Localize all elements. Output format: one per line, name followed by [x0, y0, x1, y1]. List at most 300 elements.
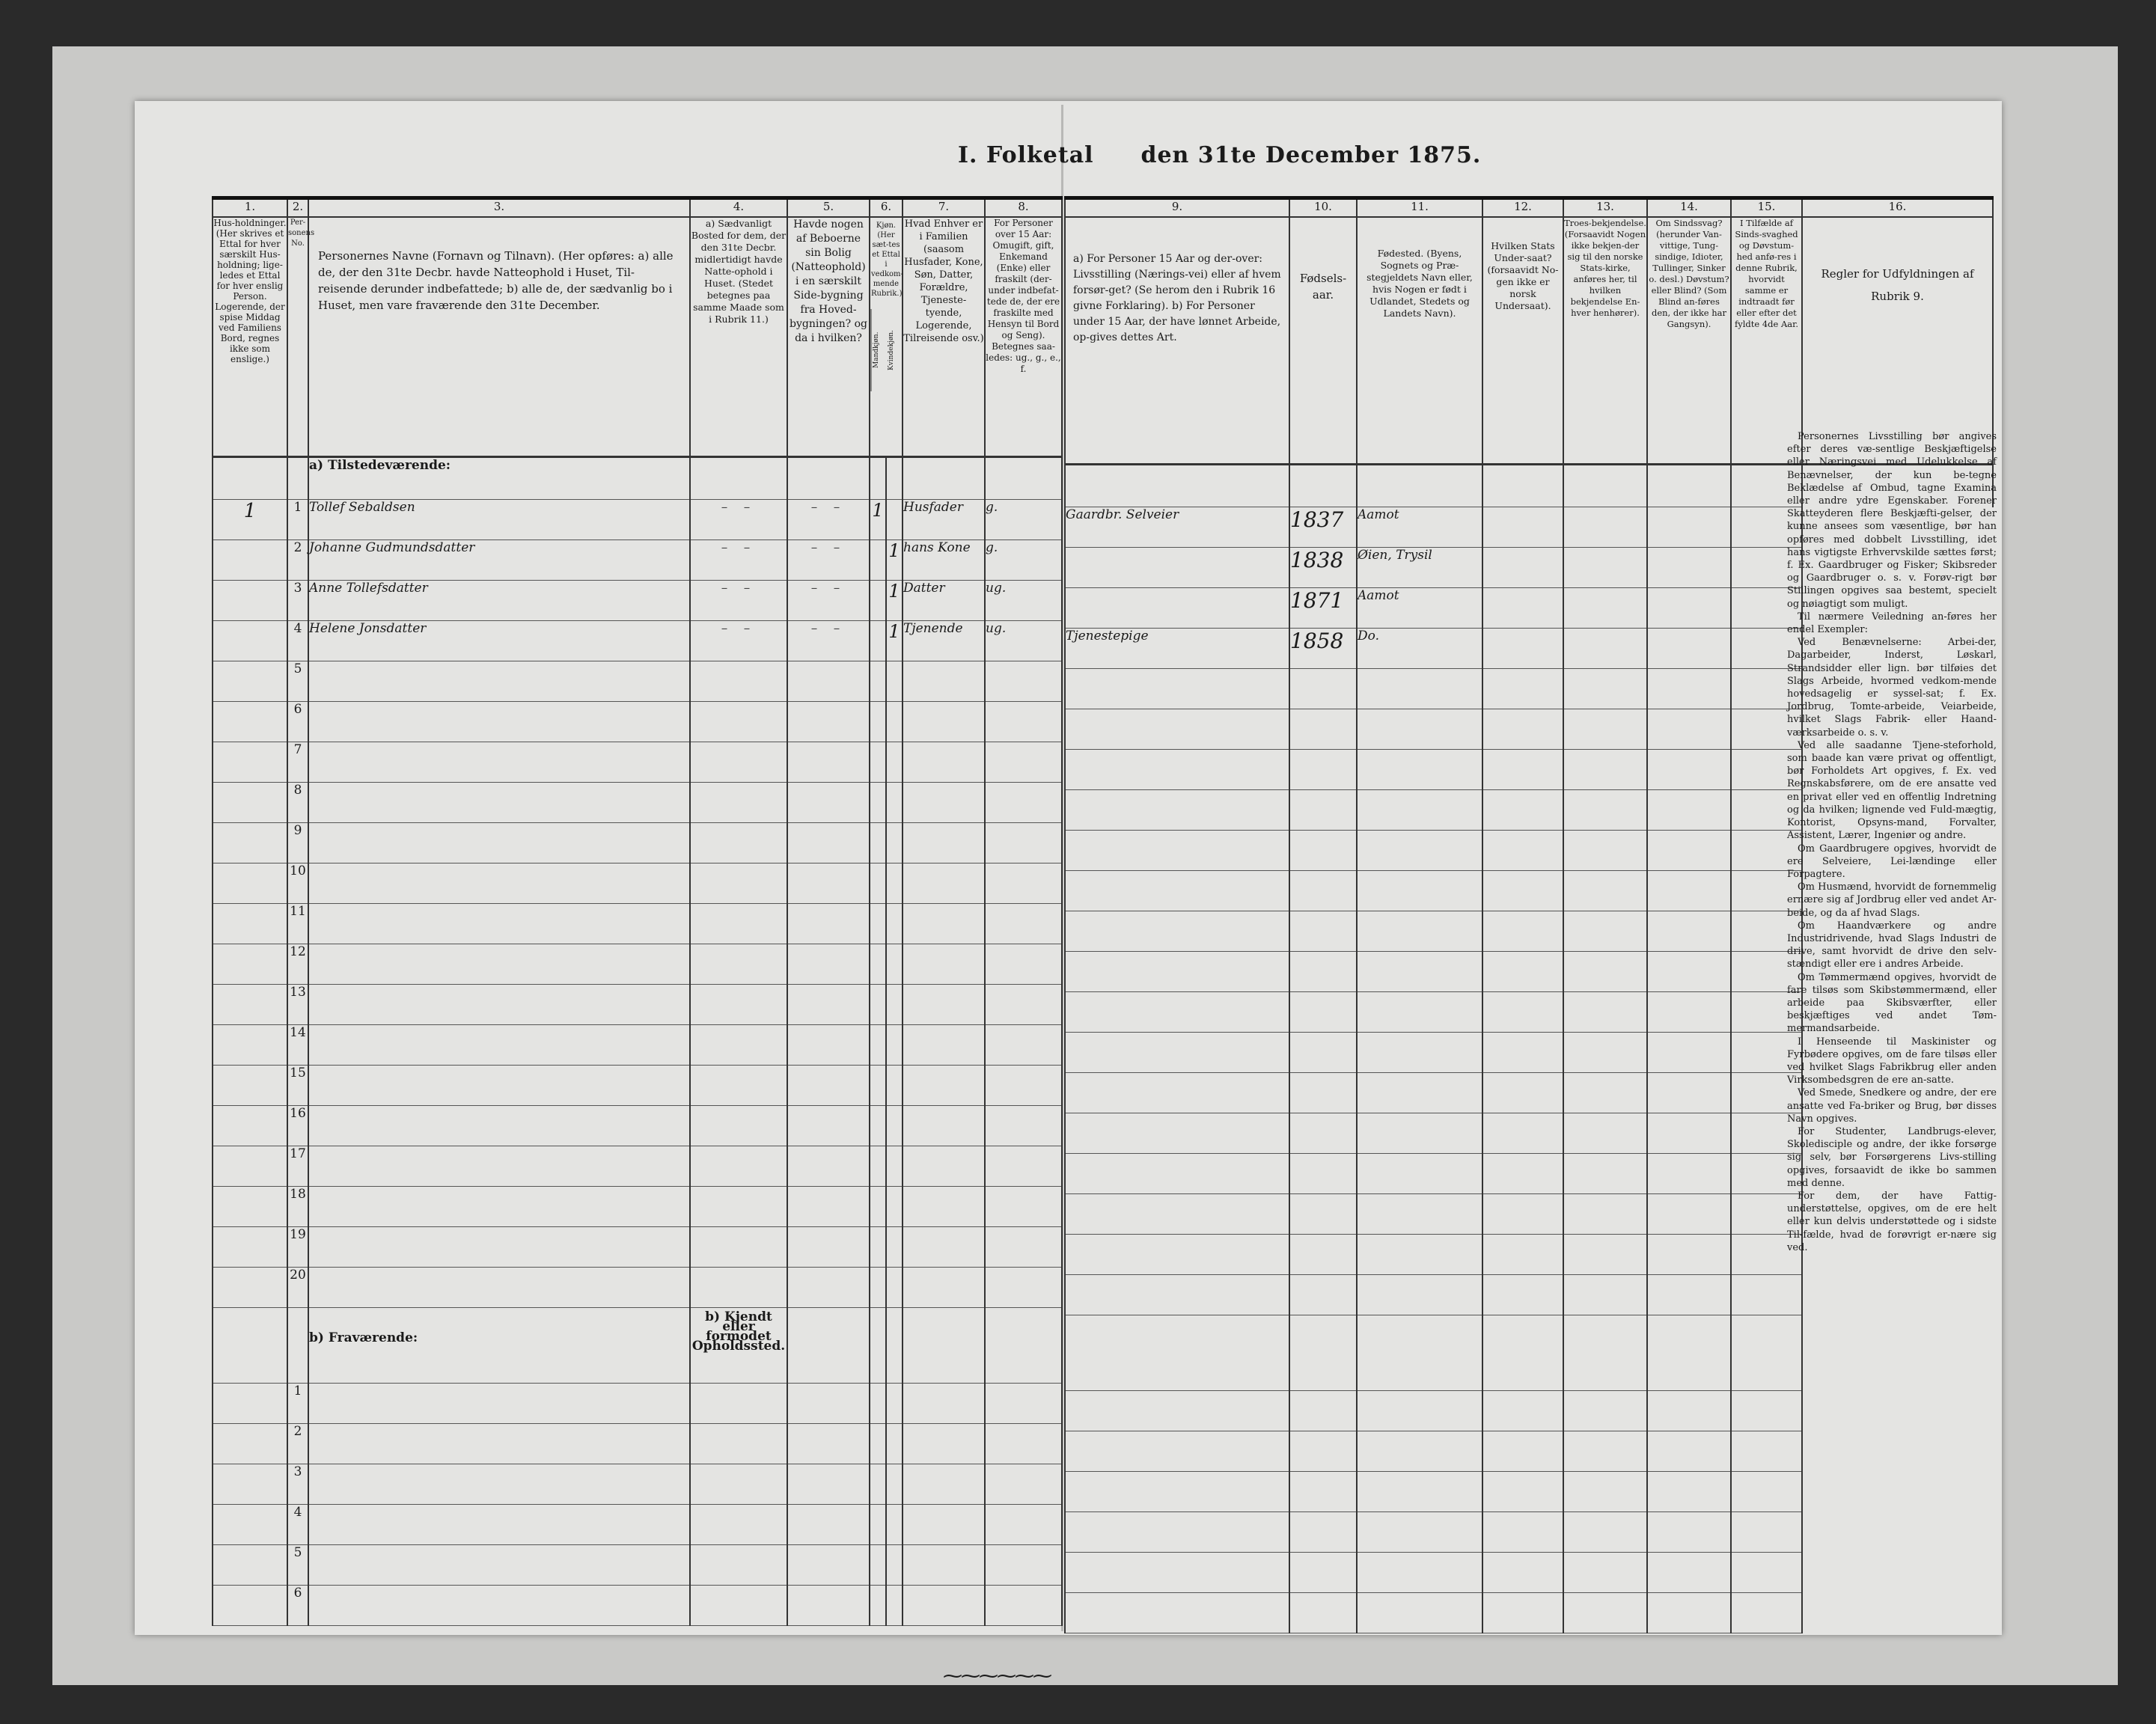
- empty-cell: [1357, 1512, 1482, 1553]
- empty-cell: [308, 1268, 690, 1308]
- empty-cell: [1357, 871, 1482, 911]
- table-row: [213, 1268, 1062, 1308]
- empty-cell: [1065, 952, 1289, 992]
- table-row: [213, 985, 1062, 1025]
- empty-cell: [690, 1424, 787, 1464]
- person-number: 9: [287, 823, 308, 863]
- civil-status: ug.: [985, 621, 1062, 661]
- header-female: Kvindekjøn.: [887, 330, 895, 370]
- household-count: 1: [213, 500, 287, 540]
- empty-cell: [690, 1025, 787, 1066]
- empty-cell: [985, 742, 1062, 783]
- person-number: 2: [287, 1424, 308, 1464]
- birthplace: Do.: [1357, 629, 1482, 669]
- person-name: Johanne Gudmundsdatter: [308, 540, 690, 581]
- empty-cell: [1482, 1593, 1563, 1633]
- empty-cell: [985, 1106, 1062, 1146]
- empty-cell: [787, 702, 870, 742]
- family-role: hans Kone: [903, 540, 985, 581]
- empty-cell: [1065, 1073, 1289, 1113]
- empty-cell: [1563, 1472, 1647, 1512]
- page-title: [958, 142, 1481, 168]
- empty-cell: [1731, 1472, 1802, 1512]
- empty-cell: [1563, 588, 1647, 629]
- instruction-paragraph: I Henseende til Maskinister og Fyrbødere opgives, om de fare tilsøs eller ved hvilket Slags Fabrikbrug eller anden Virksombedsgren de ere an-satte.: [1787, 1036, 1997, 1086]
- instruction-paragraph: For Studenter, Landbrugs-elever, Skoledisciple og andre, der ikke forsørge sig selv, bør Forsørgerens Livs-stilling opgives, forsaavidt de ikke bo sammen med denne.: [1787, 1125, 1997, 1189]
- empty-cell: [1065, 790, 1289, 831]
- empty-cell: [690, 863, 787, 904]
- table-row: [213, 621, 1062, 661]
- person-name: Tollef Sebaldsen: [308, 500, 690, 540]
- empty-cell: [886, 944, 903, 985]
- empty-cell: [213, 1268, 287, 1308]
- table-row: [213, 1066, 1062, 1106]
- empty-cell: [1357, 1391, 1482, 1431]
- empty-cell: [870, 823, 886, 863]
- occupation: Tjenestepige: [1065, 629, 1289, 669]
- empty-cell: [1065, 1472, 1289, 1512]
- header-family-role: Hvad Enhver er i Familien (saasom Husfader, Kone, Søn, Datter, Forældre, Tjeneste-tyende, Logerende, Tilreisende osv.): [903, 217, 985, 457]
- empty-cell: [886, 1505, 903, 1545]
- empty-cell: [886, 985, 903, 1025]
- empty-cell: [787, 1187, 870, 1227]
- empty-cell: [903, 1586, 985, 1626]
- empty-cell: [1482, 1275, 1563, 1315]
- header-usual-residence: a) Sædvanligt Bosted for dem, der den 31te Decbr. midlertidigt havde Natte-ophold i Huset. (Stedet betegnes paa samme Maade som i Rubrik 11.): [690, 217, 787, 457]
- empty-cell: [308, 904, 690, 944]
- table-row: [1065, 1391, 1993, 1431]
- empty-cell: [1289, 1391, 1357, 1431]
- empty-cell: [1289, 992, 1357, 1033]
- empty-cell: [985, 863, 1062, 904]
- col-number-1: 1.: [213, 198, 287, 218]
- empty-cell: [1065, 871, 1289, 911]
- empty-cell: [985, 1424, 1062, 1464]
- empty-cell: [308, 1464, 690, 1505]
- person-number: 7: [287, 742, 308, 783]
- empty-cell: [213, 1545, 287, 1586]
- empty-cell: [213, 985, 287, 1025]
- empty-cell: [903, 1146, 985, 1187]
- header-religion: Troes-bekjendelse. (Forsaavidt Nogen ikke bekjen-der sig til den norske Stats-kirke, anføres her, til hvilken bekjendelse En-hver henhører).: [1563, 217, 1647, 465]
- empty-cell: [1647, 1073, 1731, 1113]
- empty-cell: [1731, 1593, 1802, 1633]
- empty-cell: [1647, 1113, 1731, 1154]
- empty-cell: [985, 944, 1062, 985]
- col-number-12: 12.: [1482, 198, 1563, 218]
- empty-cell: [886, 1545, 903, 1586]
- empty-cell: [1065, 669, 1289, 709]
- empty-cell: [1482, 831, 1563, 871]
- empty-cell: [787, 1025, 870, 1066]
- person-number: 3: [287, 581, 308, 621]
- empty-cell: [1563, 1194, 1647, 1235]
- empty-cell: [985, 1464, 1062, 1505]
- empty-cell: [1647, 1194, 1731, 1235]
- empty-cell: [308, 985, 690, 1025]
- person-number: 6: [287, 702, 308, 742]
- header-onset: I Tilfælde af Sinds-svaghed og Døvstum-hed anfø-res i denne Rubrik, hvorvidt samme er indtraadt før eller efter det fyldte 4de Aar.: [1731, 217, 1802, 465]
- empty-cell: [308, 1025, 690, 1066]
- side-building: – –: [787, 500, 870, 540]
- empty-cell: [1647, 750, 1731, 790]
- empty-cell: [213, 1464, 287, 1505]
- empty-cell: [985, 823, 1062, 863]
- empty-cell: [213, 1106, 287, 1146]
- col-number-11: 11.: [1357, 198, 1482, 218]
- empty-cell: [870, 1106, 886, 1146]
- empty-cell: [985, 783, 1062, 823]
- empty-cell: [886, 1106, 903, 1146]
- empty-cell: [1357, 1113, 1482, 1154]
- empty-cell: [1357, 1194, 1482, 1235]
- empty-cell: [886, 823, 903, 863]
- table-row: [213, 904, 1062, 944]
- empty-cell: [1482, 709, 1563, 750]
- instruction-paragraph: Om Gaardbrugere opgives, hvorvidt de ere Selveiere, Lei-lændinge eller Forpagtere.: [1787, 843, 1997, 880]
- empty-cell: [1482, 952, 1563, 992]
- empty-cell: [1563, 1391, 1647, 1431]
- table-row: [213, 1545, 1062, 1586]
- empty-cell: [1357, 1073, 1482, 1113]
- empty-cell: [1647, 831, 1731, 871]
- empty-cell: [1357, 831, 1482, 871]
- empty-cell: [1563, 1512, 1647, 1553]
- person-number: 13: [287, 985, 308, 1025]
- empty-cell: [1065, 1194, 1289, 1235]
- empty-cell: [1065, 1553, 1289, 1593]
- empty-cell: [1289, 1593, 1357, 1633]
- col-number-7: 7.: [903, 198, 985, 218]
- empty-cell: [1647, 1431, 1731, 1472]
- empty-cell: [308, 1384, 690, 1424]
- empty-cell: [787, 1227, 870, 1268]
- empty-cell: [985, 1505, 1062, 1545]
- empty-cell: [1289, 750, 1357, 790]
- empty-cell: [1357, 1154, 1482, 1194]
- header-person-no: Per-sonens No.: [287, 217, 308, 457]
- empty-cell: [985, 1025, 1062, 1066]
- empty-cell: [1647, 669, 1731, 709]
- person-number: 19: [287, 1227, 308, 1268]
- birth-year: 1837: [1289, 507, 1357, 548]
- family-role: Husfader: [903, 500, 985, 540]
- empty-cell: [1563, 1275, 1647, 1315]
- empty-cell: [213, 823, 287, 863]
- empty-cell: [903, 1268, 985, 1308]
- empty-cell: [1563, 1113, 1647, 1154]
- empty-cell: [213, 702, 287, 742]
- empty-cell: [870, 661, 886, 702]
- birthplace: Aamot: [1357, 507, 1482, 548]
- empty-cell: [886, 1227, 903, 1268]
- empty-cell: [886, 1464, 903, 1505]
- col-number-10: 10.: [1289, 198, 1357, 218]
- empty-cell: [1482, 1073, 1563, 1113]
- table-row: [213, 1187, 1062, 1227]
- empty-cell: [690, 1464, 787, 1505]
- empty-cell: [985, 1545, 1062, 1586]
- usual-residence: – –: [690, 540, 787, 581]
- empty-cell: [870, 1464, 886, 1505]
- empty-cell: [903, 1025, 985, 1066]
- empty-cell: [1357, 709, 1482, 750]
- empty-cell: [870, 1586, 886, 1626]
- empty-cell: [1357, 790, 1482, 831]
- empty-cell: [1647, 1472, 1731, 1512]
- empty-cell: [787, 1106, 870, 1146]
- occupation: [1065, 588, 1289, 629]
- household-count: [213, 540, 287, 581]
- title-right: den 31te December 1875.: [1140, 142, 1482, 168]
- empty-cell: [1731, 1391, 1802, 1431]
- empty-cell: [886, 1146, 903, 1187]
- empty-cell: [903, 1227, 985, 1268]
- empty-cell: [886, 1066, 903, 1106]
- person-number: 8: [287, 783, 308, 823]
- table-row: [1065, 1431, 1993, 1472]
- person-number: 17: [287, 1146, 308, 1187]
- empty-cell: [1065, 1593, 1289, 1633]
- instruction-paragraph: Personernes Livsstilling bør angives efter deres væ-sentlige Beskjæftigelse eller Næringsvei med Udelukkelse af Benævnelser, der kun be-tegne Beklædelse af Ombud, tagne Examina eller andre ydre Egenskaber. Forener Skatteyderen flere Beskjæfti-gelser, der kunne ansees som væsentlige, bør han opføres med dobbelt Livsstilling, idet hans vigtigste Erhvervskilde sættes først; f. Ex. Gaardbruger og Fisker; Skibsreder og Gaardbruger o. s. v. Forøv-rigt bør Stillingen opgives saa bestemt, specielt og nøiagtigt som muligt.: [1787, 431, 1997, 610]
- empty-cell: [1563, 1235, 1647, 1275]
- empty-cell: [787, 783, 870, 823]
- col-number-5: 5.: [787, 198, 870, 218]
- empty-cell: [985, 702, 1062, 742]
- empty-cell: [213, 904, 287, 944]
- empty-cell: [1065, 1512, 1289, 1553]
- col-number-13: 13.: [1563, 198, 1647, 218]
- sex-female: 1: [886, 540, 903, 581]
- header-names: Personernes Navne (Fornavn og Tilnavn). (Her opføres: a) alle de, der den 31te Decbr. havde Natteophold i Huset, Til-reisende derunder indbefattede; b) alle de, der sædvanlig bo i Huset, men vare fraværende den 31te December.: [308, 217, 690, 457]
- empty-cell: [1647, 548, 1731, 588]
- empty-cell: [903, 863, 985, 904]
- empty-cell: [213, 1586, 287, 1626]
- empty-cell: [1289, 1154, 1357, 1194]
- header-disability: Om Sindssvag? (herunder Van-vittige, Tung-sindige, Idioter, Tullinger, Sinker o. desl.) Døvstum? eller Blind? (Som Blind an-føres den, der ikke har Gangsyn).: [1647, 217, 1731, 465]
- empty-cell: [903, 1106, 985, 1146]
- family-role: Datter: [903, 581, 985, 621]
- empty-cell: [870, 1025, 886, 1066]
- empty-cell: [787, 1586, 870, 1626]
- empty-cell: [1357, 1431, 1482, 1472]
- empty-cell: [903, 1384, 985, 1424]
- empty-cell: [870, 1505, 886, 1545]
- empty-cell: [308, 742, 690, 783]
- side-building: – –: [787, 621, 870, 661]
- empty-cell: [886, 1268, 903, 1308]
- empty-cell: [1482, 992, 1563, 1033]
- empty-cell: [1357, 952, 1482, 992]
- empty-cell: [1563, 790, 1647, 831]
- empty-cell: [1065, 1391, 1289, 1431]
- empty-cell: [213, 661, 287, 702]
- empty-cell: [308, 1545, 690, 1586]
- empty-cell: [903, 904, 985, 944]
- col-number-6: 6.: [870, 198, 903, 218]
- table-row: [1065, 1472, 1993, 1512]
- empty-cell: [1563, 1154, 1647, 1194]
- empty-cell: [903, 823, 985, 863]
- sex-male: [870, 540, 886, 581]
- empty-cell: [1482, 1235, 1563, 1275]
- person-number: 1: [287, 1384, 308, 1424]
- instruction-paragraph: Om Tømmermænd opgives, hvorvidt de fare tilsøs som Skibstømmermænd, eller arbeide paa Skibsværfter, eller beskjæftiges ved andet Tøm-mermandsarbeide.: [1787, 971, 1997, 1035]
- empty-cell: [1563, 831, 1647, 871]
- empty-cell: [787, 863, 870, 904]
- occupation: [1065, 548, 1289, 588]
- empty-cell: [1289, 1073, 1357, 1113]
- empty-cell: [886, 1025, 903, 1066]
- col-number-3: 3.: [308, 198, 690, 218]
- empty-cell: [1289, 1235, 1357, 1275]
- empty-cell: [903, 742, 985, 783]
- empty-cell: [1482, 911, 1563, 952]
- empty-cell: [690, 823, 787, 863]
- header-birth-year: Fødsels-aar.: [1289, 217, 1357, 465]
- empty-cell: [1647, 1553, 1731, 1593]
- empty-cell: [1647, 629, 1731, 669]
- empty-cell: [1482, 507, 1563, 548]
- person-number: 1: [287, 500, 308, 540]
- empty-cell: [1563, 1431, 1647, 1472]
- section-present: a) Tilstedeværende:: [308, 457, 690, 500]
- empty-cell: [1647, 1391, 1731, 1431]
- empty-cell: [1065, 750, 1289, 790]
- person-number: 15: [287, 1066, 308, 1106]
- empty-cell: [1647, 1512, 1731, 1553]
- empty-cell: [1289, 1512, 1357, 1553]
- person-number: 12: [287, 944, 308, 985]
- empty-cell: [213, 1187, 287, 1227]
- empty-cell: [308, 661, 690, 702]
- empty-cell: [903, 1545, 985, 1586]
- empty-cell: [1357, 669, 1482, 709]
- empty-cell: [985, 1227, 1062, 1268]
- empty-cell: [1482, 790, 1563, 831]
- empty-cell: [903, 985, 985, 1025]
- empty-cell: [903, 783, 985, 823]
- empty-cell: [985, 985, 1062, 1025]
- empty-cell: [690, 1384, 787, 1424]
- empty-cell: [213, 1066, 287, 1106]
- table-row: [213, 783, 1062, 823]
- empty-cell: [1563, 1593, 1647, 1633]
- empty-cell: [903, 1187, 985, 1227]
- empty-cell: [690, 985, 787, 1025]
- col-number-15: 15.: [1731, 198, 1802, 218]
- empty-cell: [1647, 790, 1731, 831]
- empty-cell: [213, 1146, 287, 1187]
- table-row: [1065, 1512, 1993, 1553]
- empty-cell: [308, 1066, 690, 1106]
- empty-cell: [903, 702, 985, 742]
- empty-cell: [308, 863, 690, 904]
- table-row: [213, 500, 1062, 540]
- empty-cell: [1065, 992, 1289, 1033]
- table-row: [1065, 1553, 1993, 1593]
- empty-cell: [1289, 1553, 1357, 1593]
- empty-cell: [690, 1146, 787, 1187]
- empty-cell: [690, 1106, 787, 1146]
- empty-cell: [1289, 1275, 1357, 1315]
- empty-cell: [1563, 507, 1647, 548]
- empty-cell: [1482, 1194, 1563, 1235]
- empty-cell: [1563, 669, 1647, 709]
- instruction-paragraph: Ved Benævnelserne: Arbei-der, Dagarbeider, Inderst, Løskarl, Strandsidder eller lign. bør tilføies det Slags Arbeide, hvormed vedkom-mende hovedsagelig er syssel-sat; f. Ex. Jordbrug, Tomte-arbeide, Veiarbeide, hvilket Slags Fabrik- eller Haand-værksarbeide o. s. v.: [1787, 637, 1997, 739]
- empty-cell: [903, 944, 985, 985]
- table-row: [213, 1146, 1062, 1187]
- empty-cell: [1482, 548, 1563, 588]
- empty-cell: [308, 1505, 690, 1545]
- empty-cell: [985, 661, 1062, 702]
- empty-cell: [1647, 871, 1731, 911]
- empty-cell: [1065, 911, 1289, 952]
- empty-cell: [308, 783, 690, 823]
- empty-cell: [1482, 1033, 1563, 1073]
- empty-cell: [690, 1066, 787, 1106]
- header-male: Mandkjøn.: [871, 309, 887, 391]
- empty-cell: [985, 904, 1062, 944]
- empty-cell: [1647, 1033, 1731, 1073]
- empty-cell: [690, 1187, 787, 1227]
- empty-cell: [1482, 1113, 1563, 1154]
- title-left: I. Folketal: [958, 142, 1094, 168]
- birthplace: Aamot: [1357, 588, 1482, 629]
- empty-cell: [1563, 709, 1647, 750]
- table-row: [213, 661, 1062, 702]
- empty-cell: [870, 1187, 886, 1227]
- empty-cell: [1482, 1154, 1563, 1194]
- empty-cell: [870, 783, 886, 823]
- empty-cell: [787, 1424, 870, 1464]
- empty-cell: [1065, 1033, 1289, 1073]
- person-number: 5: [287, 661, 308, 702]
- empty-cell: [1563, 911, 1647, 952]
- person-number: 4: [287, 621, 308, 661]
- empty-cell: [1482, 669, 1563, 709]
- header-sex: [870, 217, 903, 457]
- empty-cell: [1065, 709, 1289, 750]
- empty-cell: [690, 1586, 787, 1626]
- person-number: 11: [287, 904, 308, 944]
- empty-cell: [870, 904, 886, 944]
- empty-cell: [1647, 588, 1731, 629]
- empty-cell: [1647, 507, 1731, 548]
- civil-status: g.: [985, 500, 1062, 540]
- empty-cell: [886, 904, 903, 944]
- empty-cell: [1731, 1431, 1802, 1472]
- empty-cell: [985, 1146, 1062, 1187]
- empty-cell: [870, 1146, 886, 1187]
- empty-cell: [1357, 992, 1482, 1033]
- empty-cell: [903, 1464, 985, 1505]
- col-number-2: 2.: [287, 198, 308, 218]
- empty-cell: [870, 1268, 886, 1308]
- empty-cell: [213, 944, 287, 985]
- col-number-9: 9.: [1065, 198, 1289, 218]
- header-occupation: a) For Personer 15 Aar og der-over: Livsstilling (Nærings-vei) eller af hvem forsør-get? (Se herom den i Rubrik 16 givne Forklaring). b) For Personer under 15 Aar, der have lønnet Arbeide, op-gives dettes Art.: [1065, 217, 1289, 465]
- table-row: [213, 1384, 1062, 1424]
- empty-cell: [1482, 1553, 1563, 1593]
- empty-cell: [985, 1384, 1062, 1424]
- empty-cell: [870, 1066, 886, 1106]
- empty-cell: [1563, 1033, 1647, 1073]
- usual-residence: – –: [690, 581, 787, 621]
- empty-cell: [1647, 952, 1731, 992]
- empty-cell: [787, 985, 870, 1025]
- empty-cell: [870, 1227, 886, 1268]
